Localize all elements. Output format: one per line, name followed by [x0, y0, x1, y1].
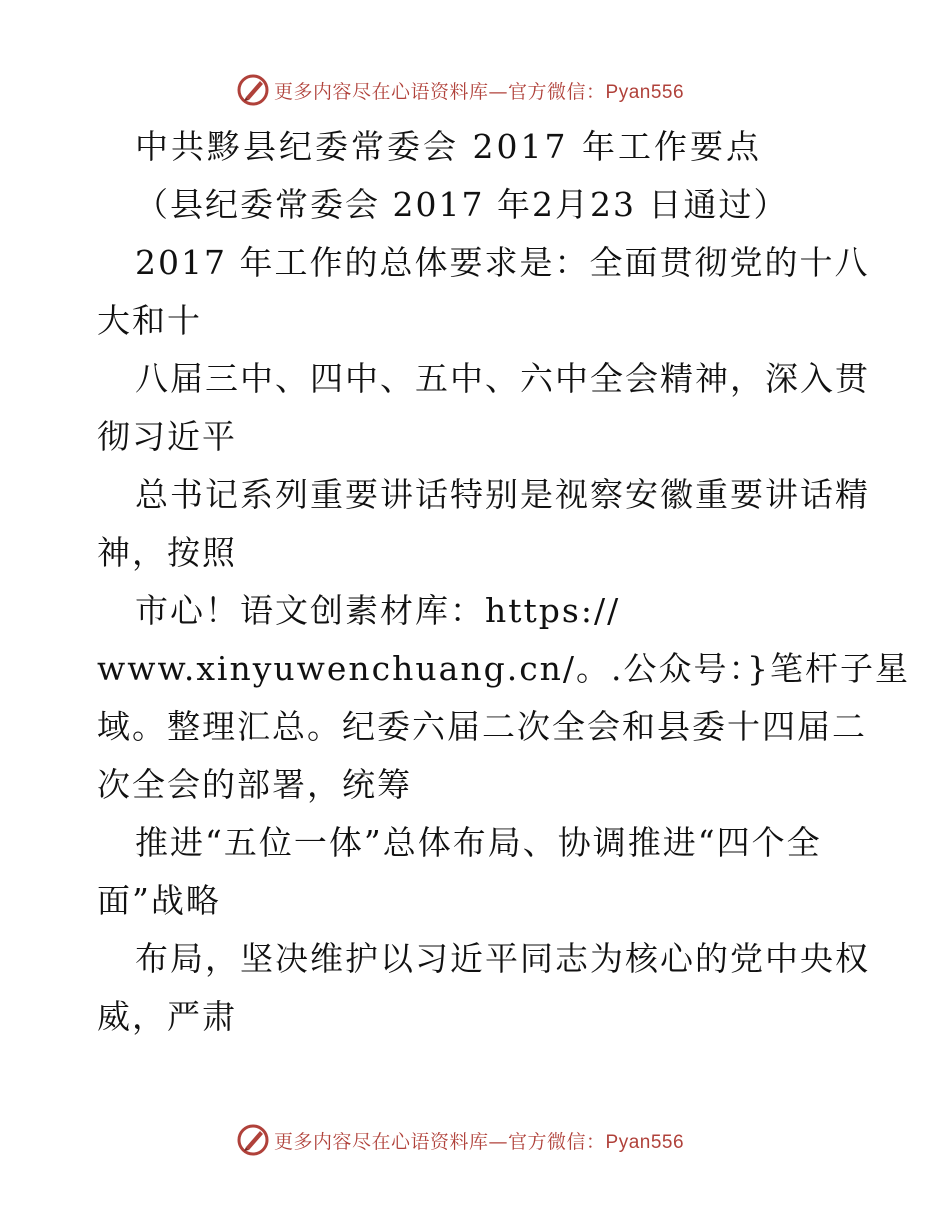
pen-logo-icon [236, 1123, 270, 1157]
paragraph-line: www.xinyuwenchuang.cn/。.公众号：}笔杆子星 [97, 649, 911, 688]
paragraph-line: 布局，坚决维护以习近平同志为核心的党中央权 [135, 939, 870, 978]
paragraph-line: 威，严肃 [97, 997, 237, 1036]
paragraph-line: 市心！语文创素材库：https:// [135, 591, 621, 630]
paragraph-line: 次全会的部署，统筹 [97, 765, 412, 804]
paragraph-line: 面”战略 [97, 881, 221, 920]
paragraph-line: 大和十 [97, 301, 202, 340]
pen-logo-icon [236, 73, 270, 107]
paragraph-line: 总书记系列重要讲话特别是视察安徽重要讲话精 [135, 475, 870, 514]
document-body [97, 118, 911, 1046]
footer-watermark [236, 1122, 756, 1158]
document-subtitle: （县纪委常委会 2017 年2月23 日通过） [135, 185, 789, 224]
paragraph-line: 彻习近平 [97, 417, 237, 456]
paragraph-line: 域。整理汇总。纪委六届二次全会和县委十四届二 [97, 707, 867, 746]
footer-watermark-text: 更多内容尽在心语资料库—官方微信：Pyan556 [274, 1130, 685, 1153]
header-watermark [236, 72, 756, 108]
header-watermark-text: 更多内容尽在心语资料库—官方微信：Pyan556 [274, 80, 685, 103]
paragraph-line: 2017 年工作的总体要求是：全面贯彻党的十八 [135, 243, 870, 282]
paragraph-line: 神，按照 [97, 533, 237, 572]
paragraph-line: 八届三中、四中、五中、六中全会精神，深入贯 [135, 359, 870, 398]
paragraph-line: 推进“五位一体”总体布局、协调推进“四个全 [135, 823, 822, 862]
document-title: 中共黟县纪委常委会 2017 年工作要点 [135, 127, 762, 166]
